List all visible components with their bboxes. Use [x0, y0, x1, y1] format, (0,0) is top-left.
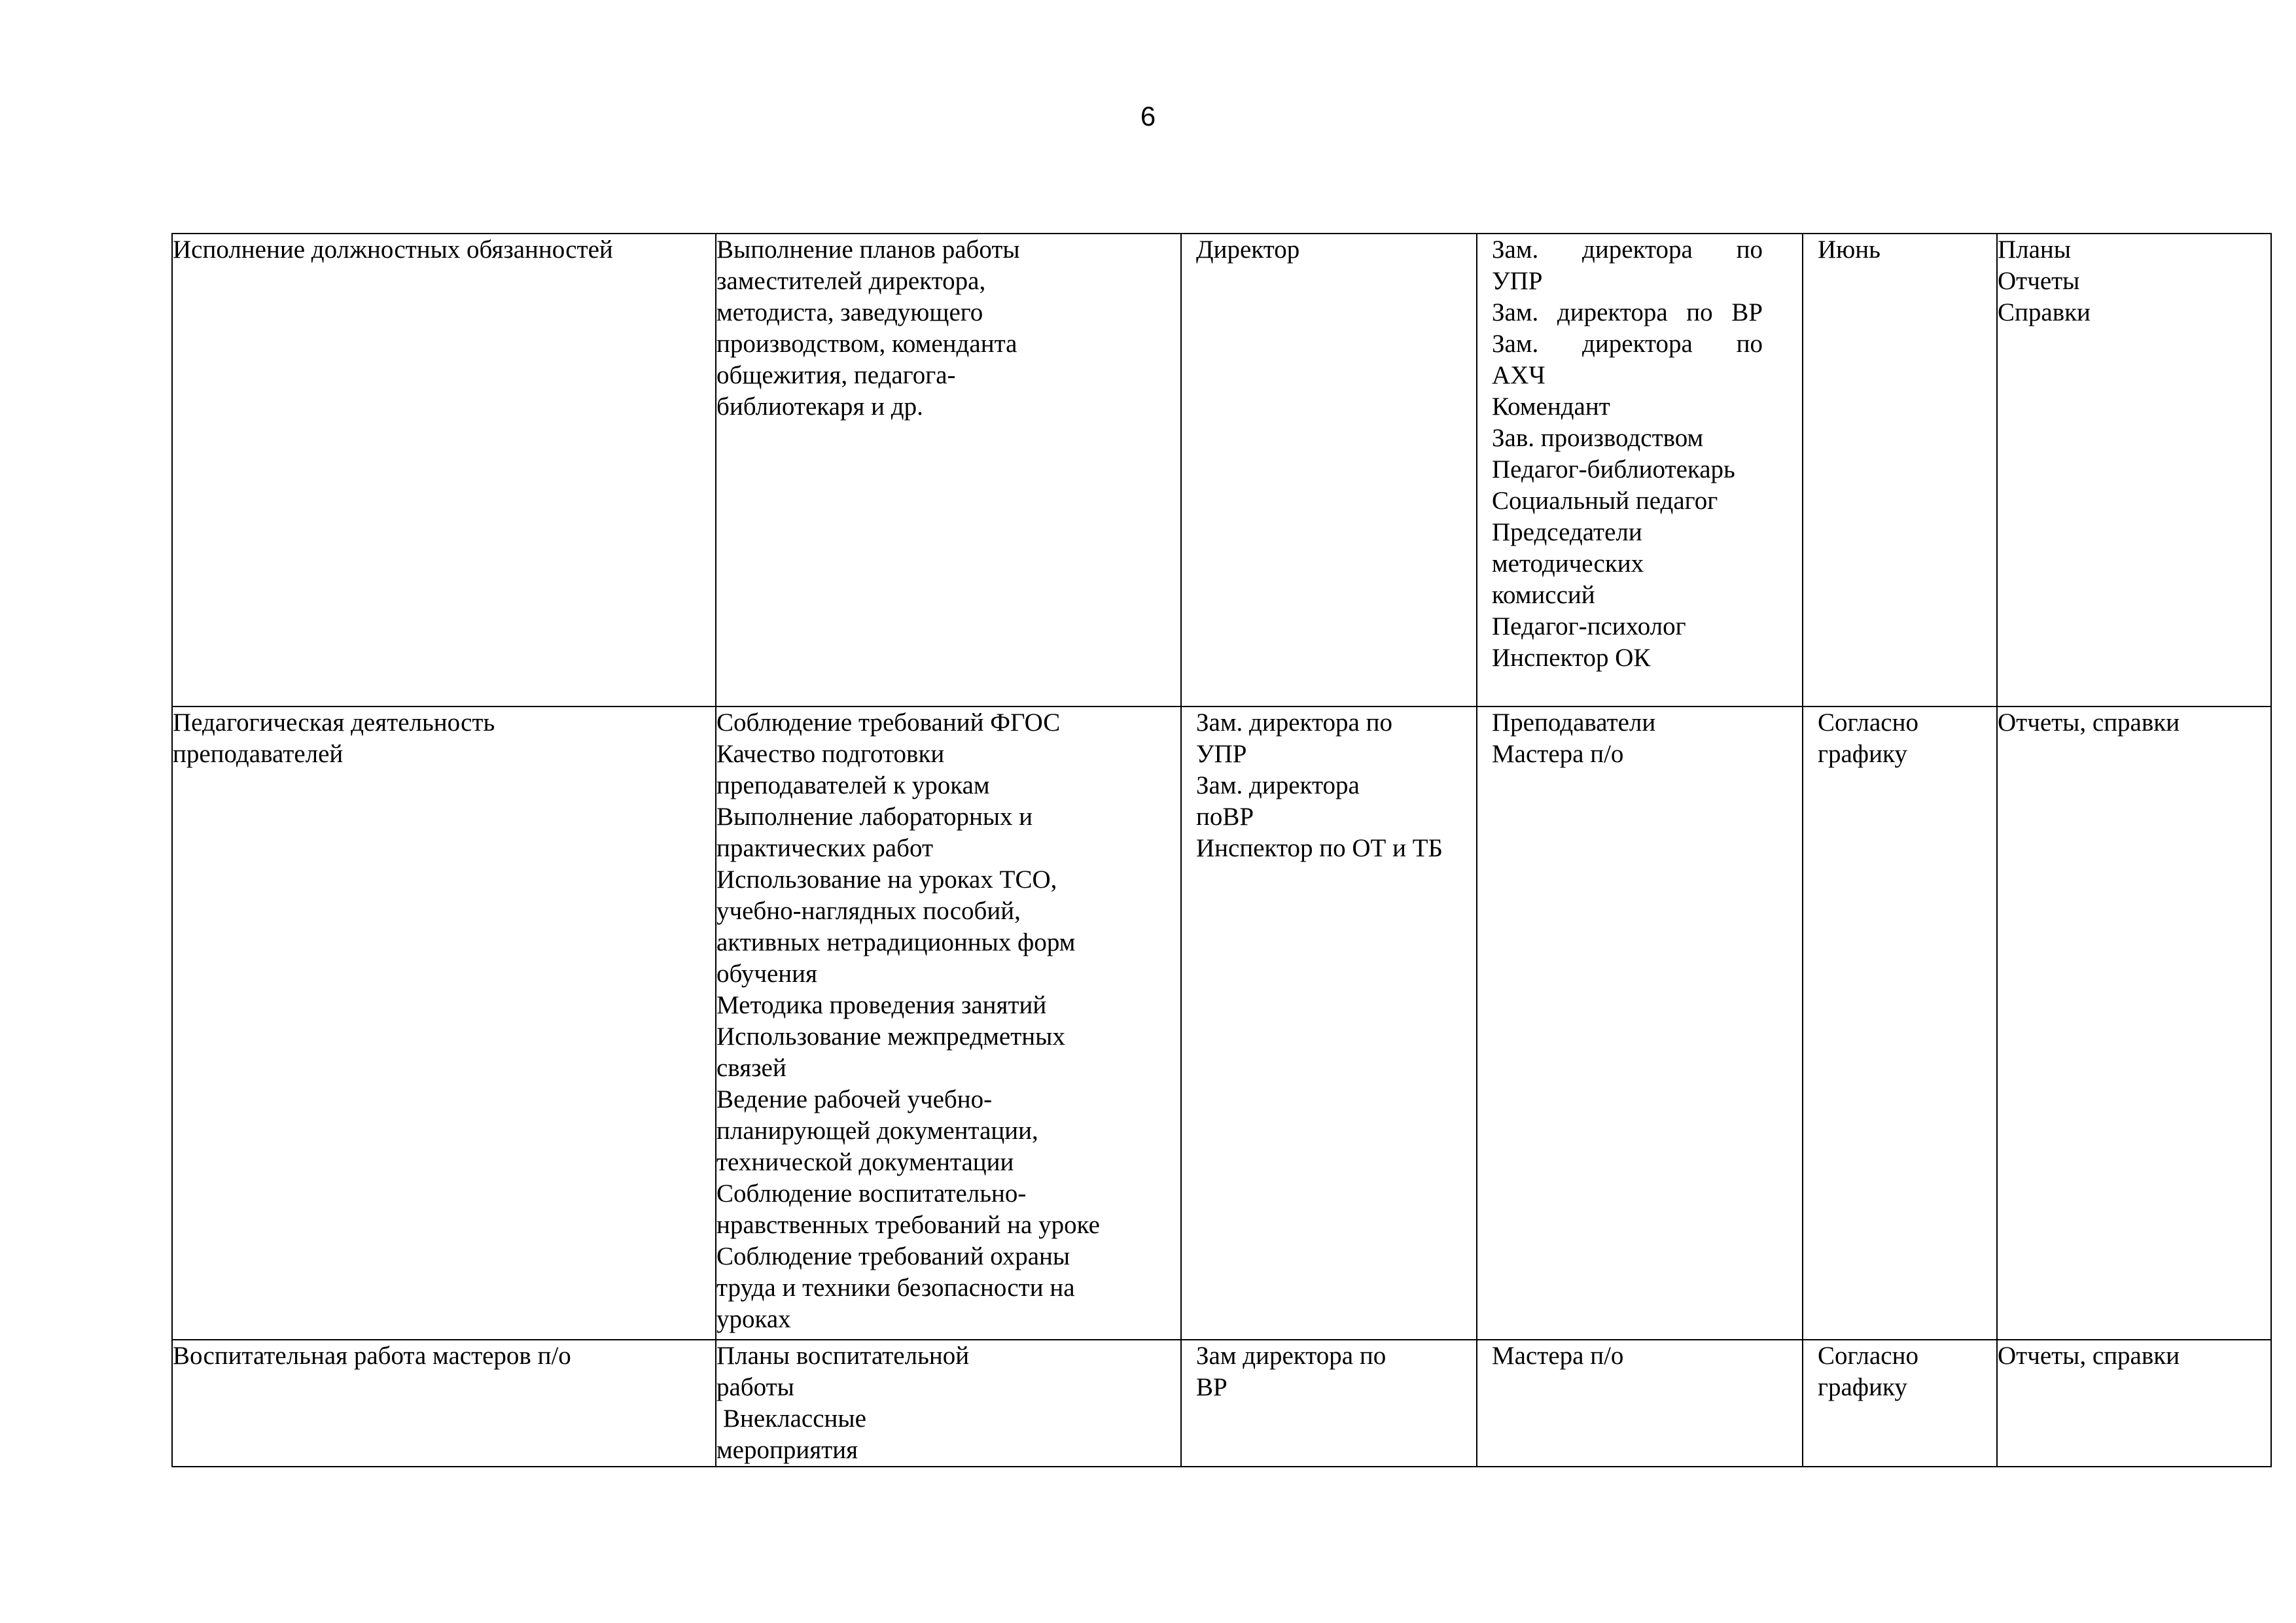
cell-text-line: Выполнение планов работы	[716, 236, 1020, 264]
cell-text-line: Педагог-библиотекарь	[1492, 455, 1735, 483]
cell-text-line: обучения	[716, 960, 817, 988]
cell-text-line: Педагог-психолог	[1492, 612, 1686, 640]
cell-text-line: поВР	[1196, 803, 1254, 831]
cell-text-line: методических	[1492, 550, 1644, 578]
content-cell	[716, 234, 1181, 707]
cell-text-line: Отчеты	[1998, 267, 2080, 295]
cell-text-line: Июнь	[1818, 236, 1881, 264]
result-cell	[1997, 234, 2271, 707]
cell-text-line: Зам. директора	[1196, 771, 1360, 799]
cell-text-line: преподавателей к урокам	[716, 771, 990, 799]
cell-text-line: Зам. директора по	[1492, 330, 1763, 358]
cell-text-line: Соблюдение требований ФГОС	[716, 708, 1061, 737]
cell-text-line: графику	[1818, 740, 1907, 768]
cell-text-line: Методика проведения занятий	[716, 991, 1047, 1019]
cell-text-line: Инспектор по ОТ и ТБ	[1196, 834, 1443, 862]
cell-text-line: УПР	[1196, 740, 1247, 768]
cell-text-line: Ведение рабочей учебно-	[716, 1085, 993, 1113]
cell-text-line: Зам. директора по	[1196, 708, 1392, 737]
result-cell	[1997, 707, 2271, 1340]
cell-text-line: Исполнение должностных обязанностей	[173, 236, 613, 264]
responsible-cell	[1181, 234, 1477, 707]
cell-text-line: библиотекаря и др.	[716, 393, 923, 421]
cell-text-line: ВР	[1196, 1373, 1227, 1401]
cell-text-line: комиссий	[1492, 581, 1595, 609]
cell-text-line: Соблюдение требований охраны	[716, 1242, 1070, 1270]
cell-text-line: методиста, заведующего	[716, 298, 983, 326]
cell-text-line: Планы воспитательной	[716, 1342, 970, 1370]
cell-text-line: Директор	[1196, 236, 1300, 264]
cell-text-line: Социальный педагог	[1492, 487, 1718, 515]
cell-text-line: Инспектор ОК	[1492, 644, 1651, 672]
cell-text-line: графику	[1818, 1373, 1907, 1401]
table-row	[172, 707, 2271, 1340]
subjects-cell	[1477, 234, 1803, 707]
cell-text-line: Отчеты, справки	[1998, 1342, 2180, 1370]
cell-text-line: Соблюдение воспитательно-	[716, 1179, 1027, 1208]
area-cell	[172, 234, 716, 707]
cell-text-line: Зам директора по	[1196, 1342, 1386, 1370]
content-cell	[716, 707, 1181, 1340]
cell-text-line: связей	[716, 1054, 786, 1082]
cell-text-line: Мастера п/о	[1492, 740, 1624, 768]
cell-text-line: Использование на уроках ТСО,	[716, 865, 1057, 894]
table-row	[172, 1340, 2271, 1467]
cell-text-line: Зав. производством	[1492, 424, 1704, 452]
cell-text-line: Председатели	[1492, 518, 1642, 546]
cell-text-line: Зам. директора по ВР	[1492, 298, 1763, 326]
cell-text-line: Комендант	[1492, 393, 1610, 421]
cell-text-line: Зам. директора по	[1492, 236, 1763, 264]
cell-text-line: мероприятия	[716, 1436, 858, 1464]
cell-text-line: планирующей документации,	[716, 1117, 1038, 1145]
cell-text-line: Отчеты, справки	[1998, 708, 2180, 737]
responsible-cell	[1181, 707, 1477, 1340]
cell-text-line: Преподаватели	[1492, 708, 1656, 737]
cell-text-line: работы	[716, 1373, 794, 1401]
cell-text-line: заместителей директора,	[716, 267, 986, 295]
cell-text-line: активных нетрадиционных форм	[716, 928, 1076, 956]
cell-text-line: Планы	[1998, 236, 2072, 264]
cell-text-line: Согласно	[1818, 708, 1918, 737]
cell-text-line: Выполнение лабораторных и	[716, 803, 1033, 831]
cell-text-line: Педагогическая деятельность	[173, 708, 495, 737]
table-row	[172, 234, 2271, 707]
subjects-cell	[1477, 1340, 1803, 1467]
responsible-cell	[1181, 1340, 1477, 1467]
page-number: 6	[1140, 101, 1156, 131]
terms-cell	[1803, 707, 1997, 1340]
cell-text-line: общежития, педагога-	[716, 361, 956, 389]
terms-cell	[1803, 234, 1997, 707]
subjects-cell	[1477, 707, 1803, 1340]
cell-text-line: Справки	[1998, 298, 2091, 326]
cell-text-line: Внеклассные	[723, 1405, 866, 1433]
cell-text-line: практических работ	[716, 834, 933, 862]
area-cell	[172, 1340, 716, 1467]
cell-text-line: Использование межпредметных	[716, 1022, 1065, 1051]
cell-text-line: Согласно	[1818, 1342, 1918, 1370]
cell-text-line: учебно-наглядных пособий,	[716, 897, 1021, 925]
content-cell	[716, 1340, 1181, 1467]
cell-text-line: УПР	[1492, 267, 1543, 295]
terms-cell	[1803, 1340, 1997, 1467]
cell-text-line: технической документации	[716, 1148, 1014, 1176]
cell-text-line: нравственных требований на уроке	[716, 1211, 1100, 1239]
cell-text-line: уроках	[716, 1305, 791, 1333]
cell-text-line: АХЧ	[1492, 361, 1545, 389]
cell-text-line: преподавателей	[173, 740, 344, 768]
cell-text-line: производством, коменданта	[716, 330, 1017, 358]
cell-text-line: Воспитательная работа мастеров п/о	[173, 1342, 571, 1370]
control-plan-table	[171, 233, 2272, 1467]
cell-text-line: Мастера п/о	[1492, 1342, 1624, 1370]
result-cell	[1997, 1340, 2271, 1467]
area-cell	[172, 707, 716, 1340]
cell-text-line: труда и техники безопасности на	[716, 1274, 1075, 1302]
cell-text-line: Качество подготовки	[716, 740, 945, 768]
